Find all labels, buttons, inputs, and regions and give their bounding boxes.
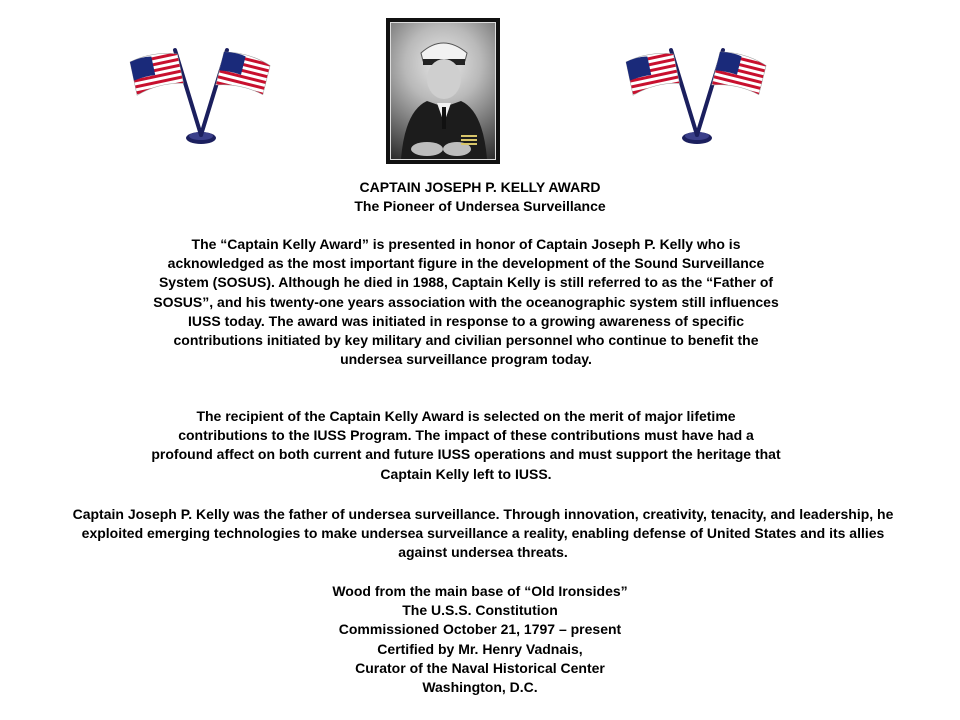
- certification-block: [0, 582, 960, 697]
- officer-silhouette-icon: [391, 23, 495, 159]
- closing-line: Washington, D.C.: [422, 679, 538, 696]
- paragraph-award-description: The “Captain Kelly Award” is presented in honor of Captain Joseph P. Kelly who is acknowledged as the most important figure in the development of the Sound Surveillance System (SOSUS). Although he died in 1988, Captain Kelly is still referred to as the “Father of SOSUS”, and his twenty-one years association with the oceanographic system still influences IUSS today. The award was initiated in response to a growing awareness of specific contributions initiated by key military and civilian personnel who continue to benefit the undersea surveillance program today.: [153, 236, 779, 368]
- crossed-us-flags-icon: [128, 40, 278, 150]
- paragraph-kelly-legacy: Captain Joseph P. Kelly was the father of undersea surveillance. Through innovation, creativity, tenacity, and leadership, he exploited emerging technologies to make undersea surveillance a reality, enabling defense of United States and its allies against undersea threats.: [72, 506, 894, 561]
- crossed-us-flags-icon: [624, 40, 774, 150]
- paragraph-recipient-criteria: The recipient of the Captain Kelly Award is selected on the merit of major lifetime contributions to the IUSS Program. The impact of these contributions must have had a profound affect on both current and future IUSS operations and must support the heritage that Captain Kelly left to IUSS.: [151, 408, 781, 482]
- portrait-photo: [386, 18, 500, 164]
- award-title: CAPTAIN JOSEPH P. KELLY AWARD: [359, 179, 601, 195]
- award-heading: [0, 178, 960, 216]
- closing-line: Curator of the Naval Historical Center: [355, 659, 605, 676]
- closing-line: The U.S.S. Constitution: [402, 602, 558, 619]
- closing-line: Certified by Mr. Henry Vadnais,: [377, 640, 583, 657]
- closing-line: Commissioned October 21, 1797 – present: [338, 621, 622, 638]
- closing-line: Wood from the main base of “Old Ironsides”: [332, 583, 628, 599]
- award-subtitle: The Pioneer of Undersea Surveillance: [354, 198, 606, 215]
